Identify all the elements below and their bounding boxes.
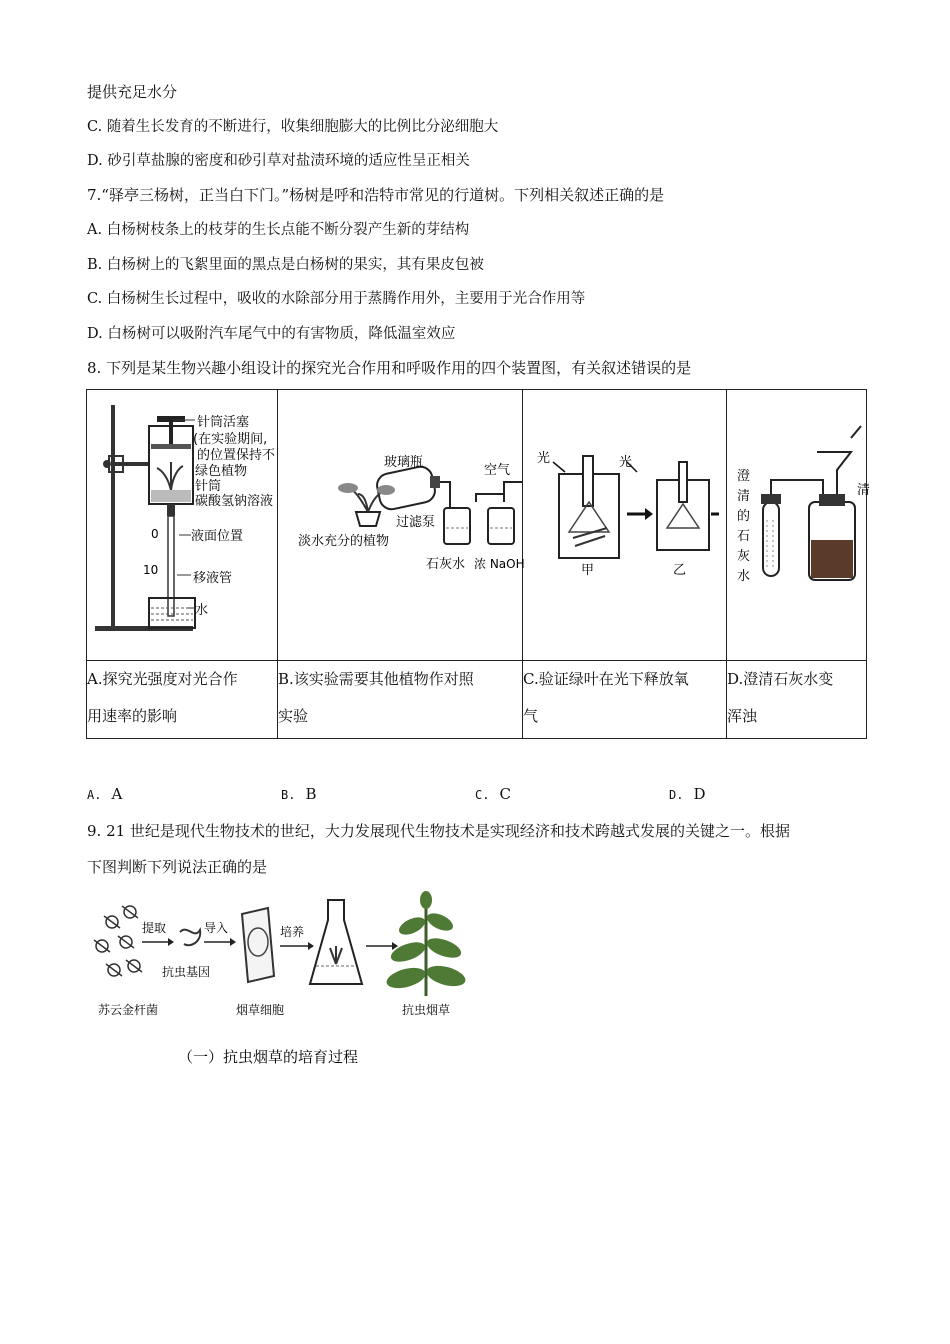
answer-b-letter: B. xyxy=(281,788,296,802)
question-7: 7.“驿亭三杨树，正当白下门。”杨树是呼和浩特市常见的行道树。下列相关叙述正确的是 xyxy=(87,186,665,204)
figure-d-cell xyxy=(727,390,871,661)
answer-a[interactable] xyxy=(87,785,122,803)
question-9-line-1: 9. 21 世纪是现代生物技术的世纪，大力发展现代生物技术是实现经济和技术跨越式发展的关键之一。根据 xyxy=(87,822,790,840)
caption-c-line-1: C.验证绿叶在光下释放氧 xyxy=(523,670,689,688)
answer-a-letter: A. xyxy=(87,788,102,802)
option-d: D. 砂引草盐腺的密度和砂引草对盐渍环境的适应性呈正相关 xyxy=(87,153,470,169)
caption-b xyxy=(278,661,523,739)
figure-a-cell xyxy=(87,390,278,661)
label-char-6: 水 xyxy=(737,569,751,584)
label-import: 导入 xyxy=(204,921,229,935)
question-9-line-2: 下图判断下列说法正确的是 xyxy=(87,858,268,876)
caption-d-line-2: 浑浊 xyxy=(727,707,758,725)
label-gene: 抗虫基因 xyxy=(162,965,211,979)
label-jia: 甲 xyxy=(581,563,595,578)
q7-option-b: B. 白杨树上的飞絮里面的黑点是白杨树的果实，其有果皮包被 xyxy=(87,257,484,273)
label-naoh: 浓 NaOH xyxy=(474,557,525,571)
label-char-3: 的 xyxy=(737,509,751,524)
q7-option-d: D. 白杨树可以吸附汽车尾气中的有害物质，降低温室效应 xyxy=(87,326,456,342)
label-pump: 过滤泵 xyxy=(396,515,436,530)
answer-c-letter: C. xyxy=(475,788,490,802)
label-bacteria: 苏云金杆菌 xyxy=(98,1003,159,1017)
label-bottle: 玻璃瓶 xyxy=(384,455,424,470)
label-solution: 碳酸氢钠溶液 xyxy=(195,494,274,509)
label-yi: 乙 xyxy=(673,563,687,578)
answer-d[interactable] xyxy=(669,785,705,803)
label-char-4: 石 xyxy=(737,529,751,544)
tick-0: 0 xyxy=(151,527,159,541)
q7-option-a: A. 白杨树枝条上的枝芽的生长点能不断分裂产生新的芽结构 xyxy=(87,222,470,238)
label-piston: 针筒活塞 xyxy=(197,415,250,430)
label-plant: 淡水充分的植物 xyxy=(298,534,390,549)
label-edge: 清 xyxy=(857,483,871,498)
label-light-2: 光 xyxy=(619,455,633,470)
answer-b[interactable] xyxy=(281,785,316,803)
label-plant: 绿色植物 xyxy=(195,464,248,479)
label-pipe: 移液管 xyxy=(193,571,233,586)
option-c: C. 随着生长发育的不断进行，收集细胞膨大的比例比分泌细胞大 xyxy=(87,119,499,135)
figure-9-process xyxy=(90,886,470,1076)
answer-d-letter: D. xyxy=(669,788,684,802)
answer-c-value: C xyxy=(499,785,511,803)
label-lime: 石灰水 xyxy=(426,557,466,572)
text-line: 提供充足水分 xyxy=(87,83,178,101)
caption-d-line-1: D.澄清石灰水变 xyxy=(727,670,834,688)
caption-b-line-2: 实验 xyxy=(278,707,309,725)
label-char-2: 清 xyxy=(737,489,751,504)
label-note2: 的位置保持不 xyxy=(197,448,276,463)
label-tobacco: 抗虫烟草 xyxy=(402,1003,451,1017)
caption-a-line-2: 用速率的影响 xyxy=(87,707,178,725)
label-extract: 提取 xyxy=(142,921,167,935)
figure-c-apparatus xyxy=(523,390,726,660)
label-syringe: 针筒 xyxy=(195,479,222,494)
answer-c[interactable] xyxy=(475,785,511,803)
tick-10: 10 xyxy=(143,563,159,577)
label-cell: 烟草细胞 xyxy=(236,1003,285,1017)
answer-a-value: A xyxy=(111,785,123,803)
caption-a xyxy=(87,661,278,739)
figure-b-cell xyxy=(278,390,523,661)
figure-b-apparatus xyxy=(278,390,525,660)
figure-a-apparatus xyxy=(87,390,277,660)
caption-d xyxy=(727,661,867,739)
figure-9-caption: （一）抗虫烟草的培育过程 xyxy=(178,1048,359,1066)
label-light-1: 光 xyxy=(537,451,551,466)
answer-b-value: B xyxy=(305,785,317,803)
figure-d-apparatus xyxy=(727,390,871,660)
label-char-5: 灰 xyxy=(737,549,751,564)
answer-d-value: D xyxy=(693,785,706,803)
question-8: 8. 下列是某生物兴趣小组设计的探究光合作用和呼吸作用的四个装置图，有关叙述错误的是 xyxy=(87,359,692,377)
q8-figure-table xyxy=(86,389,871,739)
label-level: 液面位置 xyxy=(191,529,244,544)
q7-option-c: C. 白杨树生长过程中，吸收的水除部分用于蒸腾作用外，主要用于光合作用等 xyxy=(87,291,586,307)
label-culture: 培养 xyxy=(280,925,305,939)
label-char-1: 澄 xyxy=(737,469,751,484)
caption-b-line-1: B.该实验需要其他植物作对照 xyxy=(278,670,474,688)
figure-c-cell xyxy=(523,390,727,661)
label-air: 空气 xyxy=(484,463,511,478)
caption-c-line-2: 气 xyxy=(523,707,539,725)
caption-a-line-1: A.探究光强度对光合作 xyxy=(87,670,238,688)
caption-c xyxy=(523,661,727,739)
label-water: 水 xyxy=(195,603,209,618)
label-note1: (在实验期间, xyxy=(193,432,268,447)
